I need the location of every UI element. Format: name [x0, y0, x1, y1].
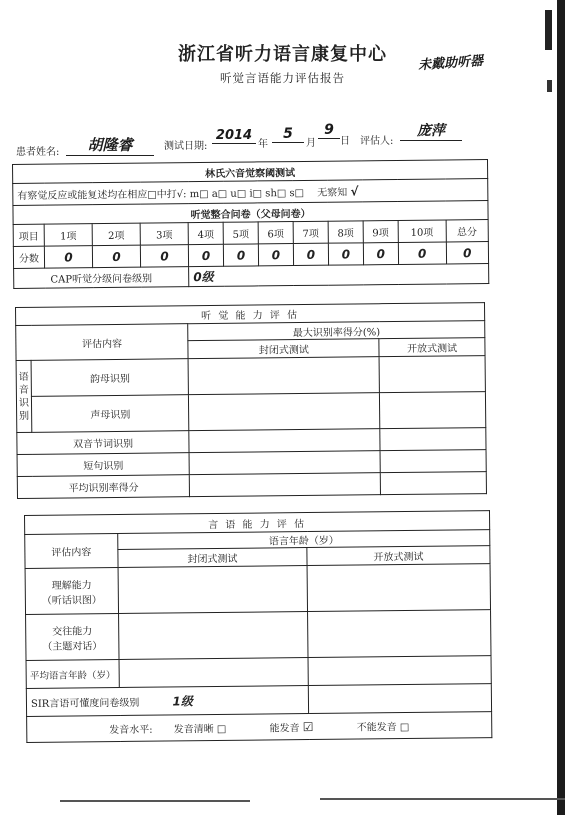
- language-row-line2: （主题对话）: [42, 640, 103, 653]
- report-subtitle: 听觉言语能力评估报告: [220, 71, 345, 85]
- can-pronounce-check-mark: ☑: [302, 719, 314, 735]
- score-value: 0: [328, 243, 363, 265]
- language-closed-label: 封闭式测试: [118, 548, 307, 568]
- hearing-closed-cell: [189, 393, 380, 431]
- scan-edge-shadow: [543, 0, 565, 815]
- sir-label: SIR言语可懂度问卷级别: [30, 697, 140, 710]
- option-cannot-pronounce: 不能发音 □: [356, 721, 410, 734]
- pronunciation-row: [27, 712, 492, 743]
- evaluator-label: 评估人:: [360, 136, 394, 147]
- hearing-max-label: 最大识别率得分(%): [188, 321, 485, 341]
- hearing-closed-cell: [188, 357, 379, 395]
- item-header: 总分: [446, 220, 489, 242]
- language-age-label: 语言年龄（岁）: [118, 530, 490, 550]
- day-unit: 日: [340, 136, 350, 147]
- ling-section-title: 林氏六音觉察阈测试: [13, 160, 488, 184]
- item-header: 8项: [328, 221, 363, 243]
- hearing-row-label: 韵母识别: [31, 359, 189, 397]
- test-day-value: 9: [318, 122, 340, 139]
- test-month-value: 5: [272, 126, 304, 143]
- score-value: 0: [258, 244, 293, 266]
- item-header: 5项: [223, 222, 258, 244]
- item-header: 4项: [188, 222, 223, 244]
- option-can-pronounce: 能发音: [269, 723, 300, 735]
- handwritten-stamp: 未戴助听器: [417, 53, 484, 74]
- sir-empty-cell: [308, 684, 491, 714]
- hearing-section-title: 听 觉 能 力 评 估: [16, 303, 485, 326]
- patient-name-label: 患者姓名:: [16, 147, 60, 158]
- language-closed-cell: [119, 658, 308, 688]
- language-closed-cell: [119, 612, 308, 660]
- questionnaire-section-title: 听觉整合问卷（父母问卷）: [13, 201, 488, 225]
- center-title: 浙江省听力语言康复中心: [178, 44, 387, 65]
- language-row-label: [25, 568, 118, 615]
- language-row-label: [26, 614, 119, 661]
- item-header: 3项: [140, 223, 188, 246]
- language-open-cell: [308, 656, 491, 686]
- item-header: 6项: [258, 222, 293, 244]
- hearing-closed-cell: [190, 473, 381, 497]
- hearing-open-label: 开放式测试: [379, 338, 485, 357]
- bottom-scan-line: [320, 798, 565, 800]
- evaluator-value: 庞萍: [400, 120, 462, 141]
- language-open-cell: [308, 610, 491, 658]
- item-header: 1项: [44, 224, 92, 247]
- language-section-title: 言 语 能 力 评 估: [25, 511, 490, 535]
- cap-value: 0级: [189, 264, 489, 287]
- language-row-line2: （听话识图）: [41, 594, 102, 607]
- hearing-closed-cell: [189, 451, 380, 475]
- hearing-open-cell: [380, 428, 486, 451]
- pronunciation-label: 发音水平:: [109, 724, 153, 737]
- hearing-questionnaire-table: [12, 159, 489, 289]
- item-header: 10项: [398, 220, 446, 242]
- item-header: 9项: [363, 220, 398, 242]
- hearing-open-cell: [381, 472, 487, 495]
- item-label: 项目: [13, 224, 44, 246]
- language-assessment-table: [24, 510, 492, 743]
- score-value: 0: [293, 243, 328, 265]
- option-clear-pronunciation: 发音清晰 □: [173, 723, 227, 736]
- hearing-closed-label: 封闭式测试: [188, 339, 379, 359]
- language-row-line1: 理解能力: [51, 579, 92, 592]
- ling-none-check-mark: √: [350, 184, 359, 199]
- hearing-row-label: 双音节词识别: [17, 431, 190, 455]
- bottom-scan-line: [60, 800, 250, 802]
- score-value: 0: [188, 244, 223, 266]
- hearing-assessment-table: [15, 302, 487, 499]
- language-content-label: 评估内容: [25, 534, 118, 569]
- score-value: 0: [44, 246, 92, 269]
- language-open-label: 开放式测试: [307, 546, 490, 566]
- test-date-label: 测试日期:: [164, 141, 208, 152]
- hearing-open-cell: [379, 356, 485, 393]
- sir-row: [26, 686, 308, 717]
- patient-name-value: 胡隆睿: [66, 134, 154, 156]
- ling-none-label: 无察知: [317, 187, 348, 199]
- month-unit: 月: [306, 138, 316, 149]
- cap-label: CAP听觉分级问卷级别: [14, 267, 189, 289]
- hearing-open-cell: [380, 450, 486, 473]
- hearing-row-label: 短句识别: [17, 453, 190, 477]
- score-value: 0: [140, 245, 188, 268]
- language-closed-cell: [118, 566, 307, 614]
- language-open-cell: [307, 564, 490, 612]
- score-value: 0: [92, 245, 140, 268]
- item-header: 7项: [293, 221, 328, 243]
- hearing-row-label: 声母识别: [31, 395, 189, 433]
- year-unit: 年: [258, 139, 268, 150]
- sir-value: 1级: [172, 694, 193, 709]
- language-row-line1: 交往能力: [52, 625, 93, 638]
- hearing-row-label: 平均识别率得分: [17, 475, 190, 499]
- hearing-closed-cell: [189, 429, 380, 453]
- speech-recognition-group: 语音识别: [16, 360, 32, 432]
- score-value: 0: [398, 242, 446, 264]
- score-value: 0: [446, 242, 489, 264]
- hearing-content-label: 评估内容: [16, 324, 189, 361]
- score-value: 0: [223, 244, 258, 266]
- language-row-label: 平均语言年龄（岁）: [26, 660, 119, 689]
- score-value: 0: [363, 242, 398, 264]
- ling-instruction: 有察觉反应或能复述均在相应□中打√: m□ a□ u□ i□ sh□ s□: [17, 187, 305, 202]
- item-header: 2项: [92, 223, 140, 246]
- hearing-open-cell: [380, 392, 486, 429]
- test-year-value: 2014: [212, 128, 256, 144]
- score-label: 分数: [13, 246, 44, 268]
